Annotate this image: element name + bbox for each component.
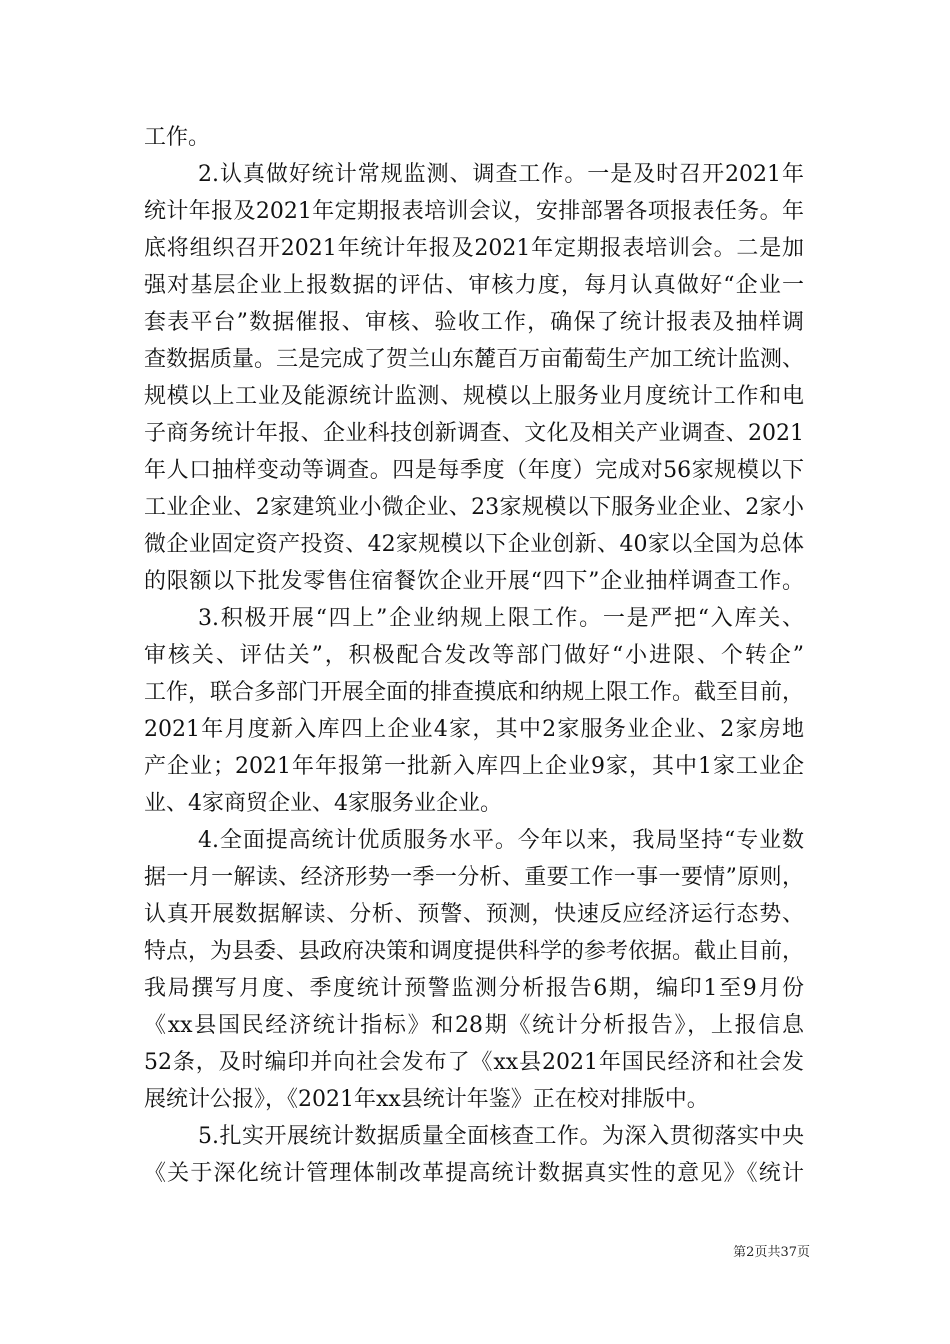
- text-line: 工业企业、2家建筑业小微企业、23家规模以下服务业企业、2家小: [144, 495, 804, 520]
- text-line: 52条，及时编印并向社会发布了《xx县2021年国民经济和社会发: [144, 1050, 804, 1075]
- text-line: 产企业；2021年年报第一批新入库四上企业9家，其中1家工业企: [144, 754, 804, 779]
- text-line: 《关于深化统计管理体制改革提高统计数据真实性的意见》《统计: [144, 1161, 804, 1186]
- paragraph-2-heading-line: 2.认真做好统计常规监测、调查工作。一是及时召开2021年: [198, 162, 804, 187]
- text-line: 强对基层企业上报数据的评估、审核力度，每月认真做好“企业一: [144, 273, 804, 298]
- text-line: 底将组织召开2021年统计年报及2021年定期报表培训会。二是加: [144, 236, 804, 261]
- text-line: 《xx县国民经济统计指标》和28期《统计分析报告》，上报信息: [144, 1013, 804, 1038]
- text-line: 规模以上工业及能源统计监测、规模以上服务业月度统计工作和电: [144, 384, 804, 409]
- text-line: 工作。: [144, 125, 211, 150]
- text-line: 我局撰写月度、季度统计预警监测分析报告6期，编印1至9月份: [144, 976, 804, 1001]
- text-line: 据一月一解读、经济形势一季一分析、重要工作一事一要情”原则，: [144, 865, 804, 890]
- paragraph-5-heading-line: 5.扎实开展统计数据质量全面核查工作。为深入贯彻落实中央: [198, 1124, 804, 1149]
- text-line: 审核关、评估关”，积极配合发改等部门做好“小进限、个转企”: [144, 643, 804, 668]
- text-line: 2021年月度新入库四上企业4家，其中2家服务业企业、2家房地: [144, 717, 804, 742]
- page-number-footer: 第2页共37页: [733, 1245, 810, 1260]
- text-line: 工作，联合多部门开展全面的排查摸底和纳规上限工作。截至目前，: [144, 680, 804, 705]
- text-line: 子商务统计年报、企业科技创新调查、文化及相关产业调查、2021: [144, 421, 804, 446]
- text-line: 展统计公报》，《2021年xx县统计年鉴》正在校对排版中。: [144, 1087, 709, 1112]
- text-line: 查数据质量。三是完成了贺兰山东麓百万亩葡萄生产加工统计监测、: [144, 347, 804, 372]
- text-line: 年人口抽样变动等调查。四是每季度（年度）完成对56家规模以下: [144, 458, 804, 483]
- text-line: 微企业固定资产投资、42家规模以下企业创新、40家以全国为总体: [144, 532, 804, 557]
- paragraph-3-heading-line: 3.积极开展“四上”企业纳规上限工作。一是严把“入库关、: [198, 606, 804, 631]
- text-line: 认真开展数据解读、分析、预警、预测，快速反应经济运行态势、: [144, 902, 804, 927]
- text-line: 特点，为县委、县政府决策和调度提供科学的参考依据。截止目前，: [144, 939, 804, 964]
- paragraph-4-heading-line: 4.全面提高统计优质服务水平。今年以来，我局坚持“专业数: [198, 828, 804, 853]
- text-line: 统计年报及2021年定期报表培训会议，安排部署各项报表任务。年: [144, 199, 804, 224]
- text-line: 业、4家商贸企业、4家服务业企业。: [144, 791, 502, 816]
- text-line: 套表平台”数据催报、审核、验收工作，确保了统计报表及抽样调: [144, 310, 804, 335]
- text-line: 的限额以下批发零售住宿餐饮企业开展“四下”企业抽样调查工作。: [144, 569, 804, 594]
